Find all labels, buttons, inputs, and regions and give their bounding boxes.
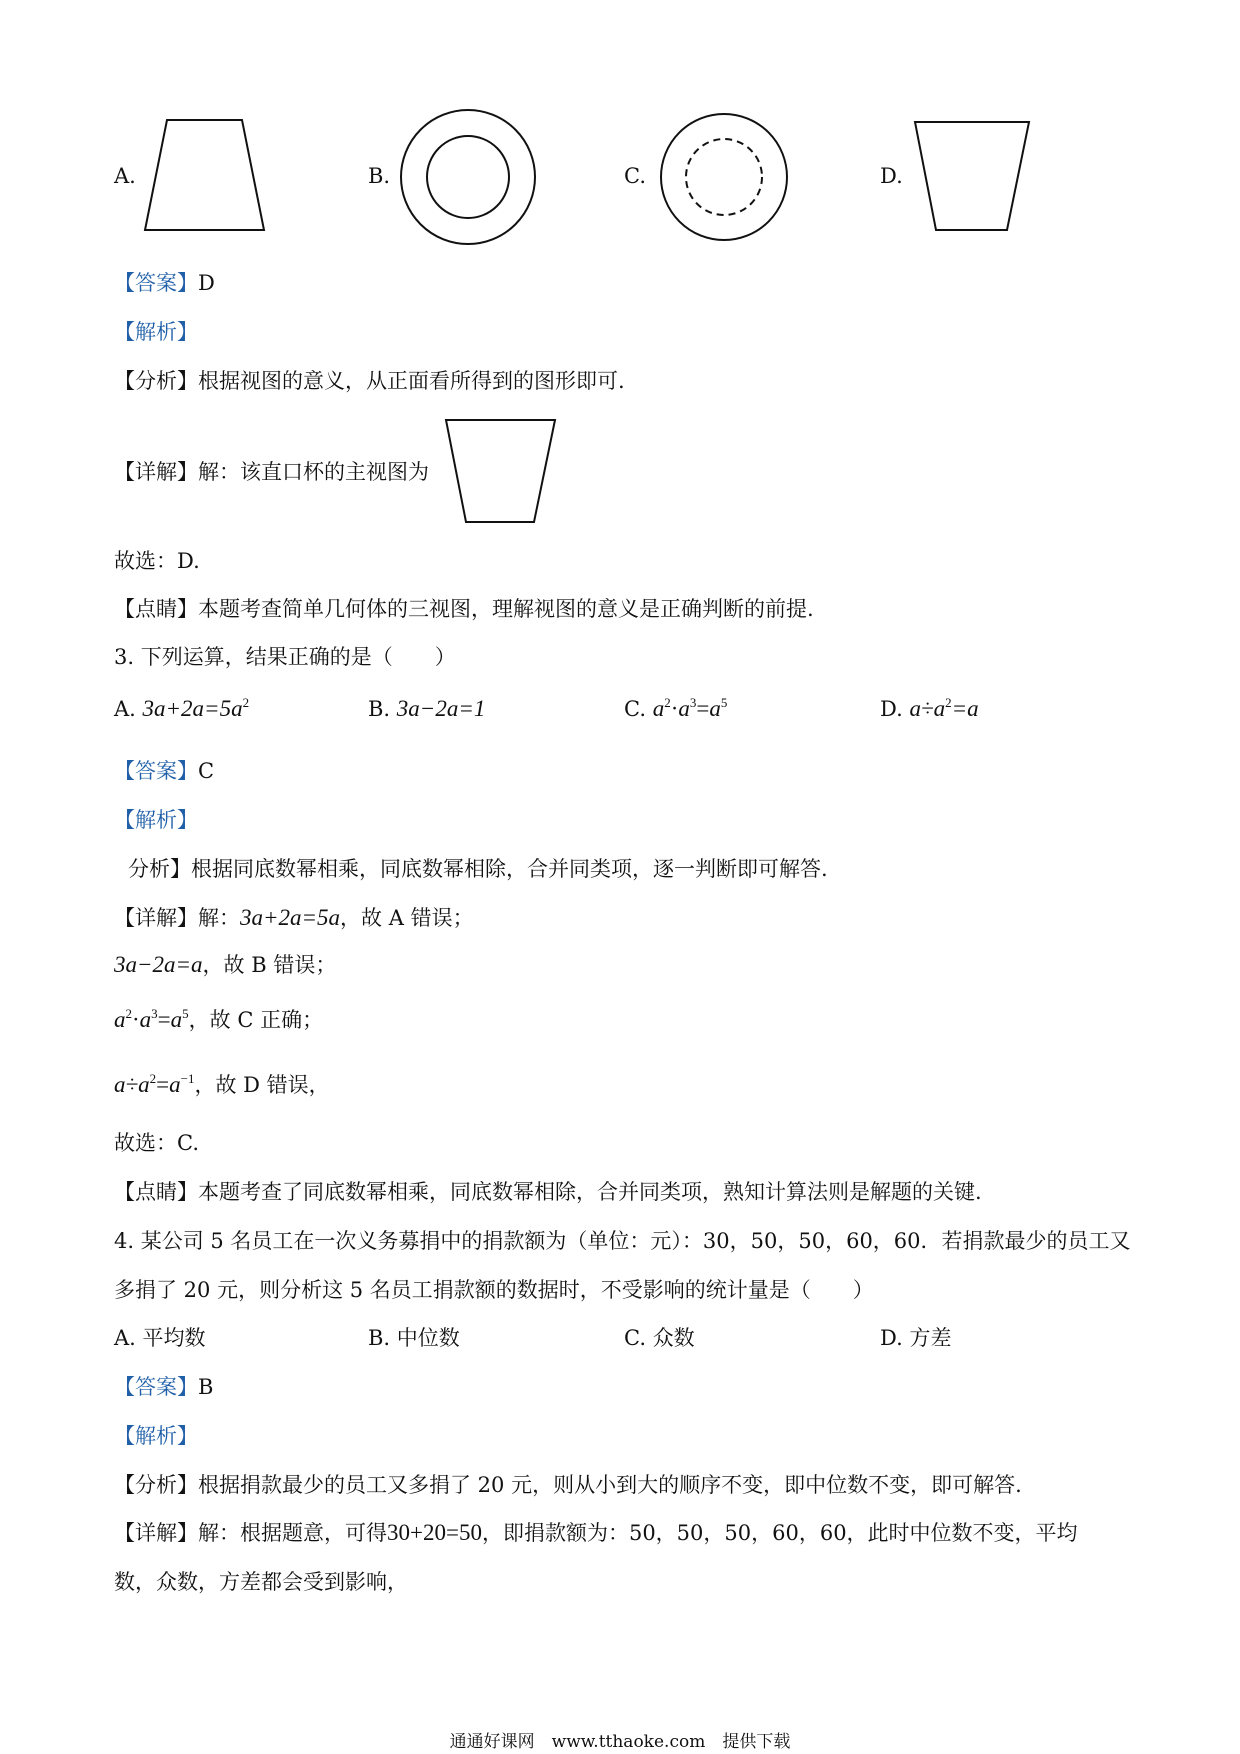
q2-detail-figure [443, 416, 563, 526]
answer-tag: 【答案】 [114, 1375, 198, 1399]
q3-option-d [880, 694, 979, 724]
step4-math: $a\div a^2=a^{-1}$ [114, 1071, 195, 1097]
q4-option-d: D. 方差 [880, 1326, 952, 1350]
comment-text: 本题考查简单几何体的三视图，理解视图的意义是正确判断的前提. [198, 597, 814, 621]
fenxi-tag: 【分析】 [114, 369, 198, 393]
option-expr: 3a−2a=1 [396, 696, 486, 721]
q2-fenxi-line [114, 366, 625, 396]
comment-tag: 【点睛】 [114, 1180, 198, 1204]
q2-analysis-tag: 【解析】 [114, 320, 198, 344]
q3-analysis-tag: 【解析】 [114, 808, 198, 832]
q3-step4-line [114, 1070, 330, 1100]
q2-option-d-letter: D. [880, 164, 903, 188]
q2-option-b-letter: B. [368, 164, 391, 188]
option-letter: D. [880, 697, 903, 721]
q4-detail-line2: 数，众数，方差都会受到影响， [114, 1570, 408, 1594]
step1-math: 3a+2a=5a [240, 905, 341, 930]
q4-answer-line [114, 1372, 213, 1402]
q2-option-a-figure [140, 117, 270, 237]
q2-option-b-figure [398, 107, 538, 247]
option-expr: $a\div a^2=a$ [909, 695, 979, 721]
q4-stem-line1: 4. 某公司 5 名员工在一次义务募捐中的捐款额为（单位：元）：30，50，50，60，60．若捐款最少的员工又 [114, 1229, 1131, 1253]
step4-text: ，故 D 错误， [194, 1073, 330, 1097]
fenxi-tag: 【分析】 [114, 1473, 198, 1497]
q3-option-b [368, 694, 485, 724]
q2-option-d-figure [910, 118, 1040, 238]
q4-option-c: C. 众数 [624, 1326, 695, 1350]
q2-conclusion: 故选：D. [114, 549, 200, 573]
q4-analysis-tag: 【解析】 [114, 1424, 198, 1448]
fenxi-text: 根据视图的意义，从正面看所得到的图形即可. [198, 369, 625, 393]
q4-stem-line2: 多捐了 20 元，则分析这 5 名员工捐款额的数据时，不受影响的统计量是（ ） [114, 1278, 874, 1302]
q3-fenxi: 分析】根据同底数幂相乘，同底数幂相除，合并同类项，逐一判断即可解答. [128, 857, 828, 881]
page-footer: 通通好课网 www.tthaoke.com 提供下载 [449, 1732, 791, 1752]
detail-tag: 【详解】 [114, 460, 198, 484]
q2-detail-line [114, 457, 429, 487]
q4-option-b: B. 中位数 [368, 1326, 460, 1350]
detail-math: 30+20=50 [387, 1520, 482, 1545]
answer-tag: 【答案】 [114, 271, 198, 295]
answer-value: B [198, 1375, 214, 1399]
option-expr: $3a+2a=5a^2$ [142, 695, 250, 721]
detail-tag: 【详解】 [114, 906, 198, 930]
comment-tag: 【点睛】 [114, 597, 198, 621]
q4-fenxi-line [114, 1470, 1022, 1500]
q2-answer-line [114, 268, 215, 298]
option-expr: $a^2\cdot a^3=a^5$ [652, 695, 728, 721]
q2-option-c-letter: C. [624, 164, 646, 188]
fenxi-text: 根据捐款最少的员工又多捐了 20 元，则从小到大的顺序不变，即中位数不变，即可解答. [198, 1473, 1022, 1497]
option-letter: C. [624, 697, 646, 721]
option-letter: B. [368, 697, 391, 721]
q3-step3-line [114, 1005, 323, 1035]
q4-option-a: A. 平均数 [114, 1326, 206, 1350]
q3-option-c [624, 694, 727, 724]
detail-text: 解：该直口杯的主视图为 [198, 460, 429, 484]
q3-comment-line [114, 1177, 982, 1207]
step3-math: $a^2\cdot a^3=a^5$ [114, 1006, 189, 1032]
q2-comment-line [114, 594, 814, 624]
q3-conclusion: 故选：C. [114, 1131, 199, 1155]
q3-detail-line: 【详解】解：3a+2a=5a，故 A 错误； [114, 905, 474, 930]
detail-tag: 【详解】 [114, 1521, 198, 1545]
q2-option-c-figure [654, 107, 794, 247]
q4-detail-line: 【详解】解：根据题意，可得30+20=50，即捐款额为：50，50，50，60，60，此时中位数不变，平均 [114, 1520, 1078, 1545]
q3-answer-line [114, 756, 214, 786]
comment-text: 本题考查了同底数幂相乘，同底数幂相除，合并同类项，熟知计算法则是解题的关键. [198, 1180, 982, 1204]
step3-text: ，故 C 正确； [188, 1008, 324, 1032]
q3-step2-line [114, 950, 336, 980]
answer-tag: 【答案】 [114, 759, 198, 783]
step2-math: 3a−2a=a [114, 952, 203, 977]
q3-option-a [114, 694, 249, 724]
step1-text: ，故 A 错误； [340, 906, 474, 930]
option-letter: A. [114, 697, 136, 721]
q2-option-a-letter: A. [114, 164, 136, 188]
answer-value: C [198, 759, 215, 783]
step2-text: ，故 B 错误； [202, 953, 337, 977]
q3-stem: 3. 下列运算，结果正确的是（ ） [114, 645, 456, 669]
answer-value: D [198, 271, 215, 295]
